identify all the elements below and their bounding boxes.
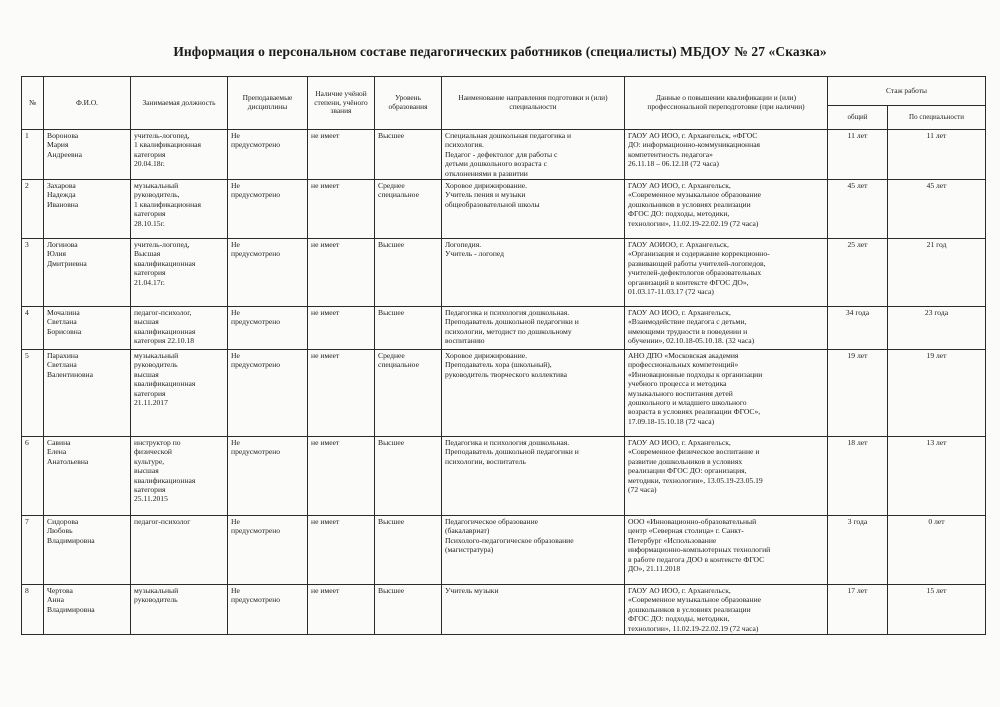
- cell-training: [625, 516, 828, 585]
- cell-degree: [308, 180, 375, 239]
- cell-position-text: музыкальный руководитель высшая квалификационная категория 21.11.2017: [134, 351, 196, 408]
- cell-fio-text: Мочалина Светлана Борисовна: [47, 308, 82, 336]
- cell-position-text: педагог-психолог: [134, 517, 191, 527]
- cell-exp-special: [888, 516, 986, 585]
- cell-num-text: 1: [25, 131, 29, 140]
- cell-exp-total: [828, 239, 888, 307]
- cell-training: [625, 585, 828, 635]
- cell-fio: [44, 180, 131, 239]
- cell-specialty-text: Педагогика и психология дошкольная. Преподаватель дошкольной педагогики и психологии, воспитатель: [445, 438, 579, 466]
- cell-training-text: АНО ДПО «Московская академия профессиональных компетенций» «Инновационные подходы к организации учебного процесса и методика музыкального воспитания детей дошкольного и младшего школьного возраста в условиях реализации ФГОС», 17.09.18-15.10.18 (72 часа): [628, 351, 763, 426]
- cell-num-text: 2: [25, 181, 29, 191]
- cell-num: [22, 307, 44, 350]
- cell-exp-special-text: 0 лет: [928, 517, 945, 527]
- cell-fio: [44, 307, 131, 350]
- cell-exp-total-text: 3 года: [847, 517, 868, 527]
- cell-training: [625, 239, 828, 307]
- cell-training: [625, 130, 828, 180]
- cell-exp-total-text: 19 лет: [847, 351, 868, 361]
- staff-table: [21, 76, 986, 635]
- cell-degree: [308, 130, 375, 180]
- cell-education-text: Высшее: [378, 131, 405, 140]
- table-row: [22, 437, 986, 516]
- cell-num-text: 6: [25, 438, 29, 448]
- cell-degree-text: не имеет: [311, 240, 340, 250]
- cell-specialty-text: Хоровое дирижирование. Преподаватель хора (школьный), руководитель творческого коллектива: [445, 351, 567, 379]
- cell-position: [131, 130, 228, 180]
- cell-num: [22, 585, 44, 635]
- cell-degree-text: не имеет: [311, 308, 340, 318]
- cell-training-text: ГАОУ АО ИОО, г. Архангельск, «Современное музыкальное образование дошкольников в условиях реализации ФГОС ДО: подходы, методики, технологии», 11.02.19-22.02.19 (72 часа): [628, 181, 761, 228]
- cell-degree: [308, 239, 375, 307]
- cell-exp-total-text: 18 лет: [847, 438, 868, 448]
- cell-education: [375, 516, 442, 585]
- cell-degree: [308, 437, 375, 516]
- cell-training: [625, 350, 828, 437]
- cell-specialty-text: Хоровое дирижирование. Учитель пения и музыки общеобразовательной школы: [445, 181, 540, 209]
- cell-fio: [44, 350, 131, 437]
- cell-specialty-text: Педагогическое образование (бакалавриат) Психолого-педагогическое образование (магистратура): [445, 517, 574, 555]
- cell-specialty: [442, 307, 625, 350]
- cell-disciplines-text: Не предусмотрено: [231, 517, 281, 536]
- cell-exp-special-text: 21 год: [926, 240, 947, 250]
- cell-disciplines: [228, 585, 308, 635]
- cell-degree-text: не имеет: [311, 517, 340, 527]
- cell-disciplines: [228, 516, 308, 585]
- cell-disciplines: [228, 239, 308, 307]
- cell-exp-total: [828, 130, 888, 180]
- cell-disciplines-text: Не предусмотрено: [231, 438, 281, 457]
- cell-degree-text: не имеет: [311, 181, 340, 191]
- cell-exp-special: [888, 239, 986, 307]
- cell-training-text: ООО «Инновационно-образовательный центр «Северная столица» г. Санкт- Петербург «Использование информационно-компьютерных технологий в работе педагога ДОО в контексте ФГОС ДО», 21.11.2018: [628, 517, 771, 574]
- cell-exp-special: [888, 437, 986, 516]
- cell-degree: [308, 516, 375, 585]
- cell-degree: [308, 350, 375, 437]
- header-num: №: [22, 77, 44, 130]
- cell-training-text: ГАОУ АО ИОО, г. Архангельск, «Взаимодействие педагога с детьми, имеющими трудности в поведении и обучении», 02.10.18-05.10.18. (32 часа): [628, 308, 755, 346]
- cell-degree-text: не имеет: [311, 586, 340, 596]
- cell-fio: [44, 516, 131, 585]
- cell-education: [375, 437, 442, 516]
- header-disciplines: Преподаваемые дисциплины: [228, 77, 308, 130]
- cell-degree: [308, 585, 375, 635]
- cell-position: [131, 239, 228, 307]
- cell-position: [131, 516, 228, 585]
- cell-position-text: музыкальный руководитель: [134, 586, 179, 605]
- cell-num-text: 4: [25, 308, 29, 318]
- cell-disciplines-text: Не предусмотрено: [231, 181, 281, 200]
- cell-specialty-text: Логопедия. Учитель - логопед: [445, 240, 505, 259]
- table-row: [22, 585, 986, 635]
- header-exp-special: По специальности: [888, 106, 986, 130]
- cell-education: [375, 180, 442, 239]
- cell-exp-special-text: 13 лет: [926, 438, 947, 448]
- cell-specialty-text: Учитель музыки: [445, 586, 499, 596]
- cell-num: [22, 180, 44, 239]
- cell-education: [375, 307, 442, 350]
- header-exp-total: общий: [828, 106, 888, 130]
- cell-exp-total-text: 34 года: [845, 308, 870, 318]
- cell-specialty-text: Специальная дошкольная педагогика и психология. Педагог - дефектолог для работы с детьми дошкольного возраста с отклонениями в развитии: [445, 131, 572, 178]
- cell-degree-text: не имеет: [311, 438, 340, 448]
- cell-num: [22, 437, 44, 516]
- cell-degree-text: не имеет: [311, 351, 340, 361]
- cell-training-text: ГАОУ АО ИОО, г. Архангельск, «Современное музыкальное образование дошкольников в условиях реализации ФГОС ДО: подходы, методики, технологии», 11.02.19-22.02.19 (72 часа): [628, 586, 761, 633]
- cell-num: [22, 350, 44, 437]
- cell-fio-text: Савина Елена Анатольевна: [47, 438, 89, 466]
- cell-num: [22, 239, 44, 307]
- cell-fio-text: Парахина Светлана Валентиновна: [47, 351, 93, 379]
- cell-fio: [44, 437, 131, 516]
- cell-disciplines-text: Не предусмотрено: [231, 351, 281, 370]
- cell-disciplines: [228, 130, 308, 180]
- cell-education-text: Высшее: [378, 586, 405, 596]
- cell-fio: [44, 239, 131, 307]
- cell-fio-text: Чертова Анна Владимировна: [47, 586, 95, 614]
- cell-specialty-text: Педагогика и психология дошкольная. Преподаватель дошкольной педагогики и психологии, методист по дошкольному воспитанию: [445, 308, 579, 346]
- cell-exp-special: [888, 180, 986, 239]
- table-row: [22, 180, 986, 239]
- cell-specialty: [442, 585, 625, 635]
- cell-specialty: [442, 437, 625, 516]
- cell-exp-total-text: 45 лет: [847, 181, 868, 191]
- cell-position-text: педагог-психолог, высшая квалификационная категория 22.10.18: [134, 308, 196, 346]
- cell-degree: [308, 307, 375, 350]
- cell-exp-total: [828, 516, 888, 585]
- header-training: Данные о повышении квалификации и (или) профессиональной переподготовке (при наличии): [625, 77, 828, 130]
- cell-degree-text: не имеет: [311, 131, 340, 140]
- cell-specialty: [442, 130, 625, 180]
- cell-exp-special-text: 19 лет: [926, 351, 947, 361]
- cell-exp-total-text: 11 лет: [847, 131, 868, 140]
- cell-position-text: музыкальный руководитель, 1 квалификационная категория 28.10.15г.: [134, 181, 202, 228]
- cell-position: [131, 585, 228, 635]
- table-row: [22, 239, 986, 307]
- cell-exp-special: [888, 307, 986, 350]
- cell-position-text: учитель-логопед, Высшая квалификационная категория 21.04.17г.: [134, 240, 196, 287]
- cell-disciplines-text: Не предусмотрено: [231, 240, 281, 259]
- cell-disciplines-text: Не предусмотрено: [231, 308, 281, 327]
- cell-exp-total-text: 25 лет: [847, 240, 868, 250]
- cell-exp-total: [828, 585, 888, 635]
- cell-exp-special: [888, 350, 986, 437]
- cell-position: [131, 307, 228, 350]
- cell-training-text: ГАОУ АО ИОО, г. Архангельск, «Современное физическое воспитание и развитие дошкольников в условиях реализации ФГОС ДО: организация, методики, технологии», 13.05.19-23.05.19 (72 часа): [628, 438, 763, 495]
- staff-table-body: [22, 130, 986, 635]
- header-fio: Ф.И.О.: [44, 77, 131, 130]
- header-position: Занимаемая должность: [131, 77, 228, 130]
- cell-num: [22, 516, 44, 585]
- cell-position-text: инструктор по физической культуре, высшая квалификационная категория 25.11.2015: [134, 438, 196, 504]
- header-specialty: Наименование направления подготовки и (или) специальности: [442, 77, 625, 130]
- cell-training: [625, 180, 828, 239]
- table-row: [22, 516, 986, 585]
- cell-exp-total: [828, 437, 888, 516]
- table-row: [22, 130, 986, 180]
- cell-education-text: Высшее: [378, 240, 405, 250]
- cell-education: [375, 130, 442, 180]
- cell-disciplines: [228, 350, 308, 437]
- cell-specialty: [442, 239, 625, 307]
- cell-education-text: Высшее: [378, 308, 405, 318]
- cell-exp-total: [828, 307, 888, 350]
- header-education: Уровень образования: [375, 77, 442, 130]
- cell-num-text: 8: [25, 586, 29, 596]
- cell-specialty: [442, 516, 625, 585]
- cell-num-text: 5: [25, 351, 29, 361]
- table-row: [22, 307, 986, 350]
- cell-disciplines-text: Не предусмотрено: [231, 586, 281, 605]
- cell-education: [375, 350, 442, 437]
- cell-training-text: ГАОУ АОИОО, г. Архангельск, «Организация и содержание коррекционно- развивающей работы учителей-логопедов, учителей-дефектологов образовательных организаций в контексте ФГОС ДО», 01.03.17-11.03.17 (72 часа): [628, 240, 770, 297]
- cell-training: [625, 437, 828, 516]
- cell-education-text: Среднее специальное: [378, 351, 419, 370]
- table-row: [22, 350, 986, 437]
- cell-exp-special: [888, 130, 986, 180]
- cell-education-text: Высшее: [378, 517, 405, 527]
- cell-education-text: Среднее специальное: [378, 181, 419, 200]
- cell-exp-special: [888, 585, 986, 635]
- cell-specialty: [442, 350, 625, 437]
- cell-fio: [44, 130, 131, 180]
- cell-fio-text: Сидорова Любовь Владимировна: [47, 517, 95, 545]
- cell-fio: [44, 585, 131, 635]
- header-experience: Стаж работы: [828, 77, 986, 106]
- cell-exp-special-text: 45 лет: [926, 181, 947, 191]
- page-title: Информация о персональном составе педагогических работников (специалисты) МБДОУ № 27 «Сказка»: [173, 44, 827, 59]
- cell-num-text: 7: [25, 517, 29, 527]
- cell-education: [375, 585, 442, 635]
- cell-disciplines: [228, 307, 308, 350]
- cell-disciplines: [228, 437, 308, 516]
- header-degree: Наличие учёной степени, учёного звания: [308, 77, 375, 130]
- cell-exp-total-text: 17 лет: [847, 586, 868, 596]
- cell-position-text: учитель-логопед, 1 квалификационная категория 20.04.18г.: [134, 131, 202, 169]
- cell-fio-text: Логинова Юлия Дмитриевна: [47, 240, 87, 268]
- cell-fio-text: Воронова Мария Андреевна: [47, 131, 82, 159]
- cell-position: [131, 437, 228, 516]
- cell-exp-total: [828, 180, 888, 239]
- cell-fio-text: Захарова Надежда Ивановна: [47, 181, 79, 209]
- cell-disciplines-text: Не предусмотрено: [231, 131, 281, 150]
- cell-education: [375, 239, 442, 307]
- cell-exp-total: [828, 350, 888, 437]
- cell-training-text: ГАОУ АО ИОО, г. Архангельск, «ФГОС ДО: информационно-коммуникационная компетентность педагога» 26.11.18 – 06.12.18 (72 часа): [628, 131, 761, 169]
- cell-position: [131, 180, 228, 239]
- cell-specialty: [442, 180, 625, 239]
- cell-disciplines: [228, 180, 308, 239]
- cell-num: [22, 130, 44, 180]
- cell-position: [131, 350, 228, 437]
- cell-exp-special-text: 11 лет: [926, 131, 947, 140]
- cell-training: [625, 307, 828, 350]
- cell-exp-special-text: 23 года: [924, 308, 949, 318]
- cell-num-text: 3: [25, 240, 29, 250]
- cell-exp-special-text: 15 лет: [926, 586, 947, 596]
- cell-education-text: Высшее: [378, 438, 405, 448]
